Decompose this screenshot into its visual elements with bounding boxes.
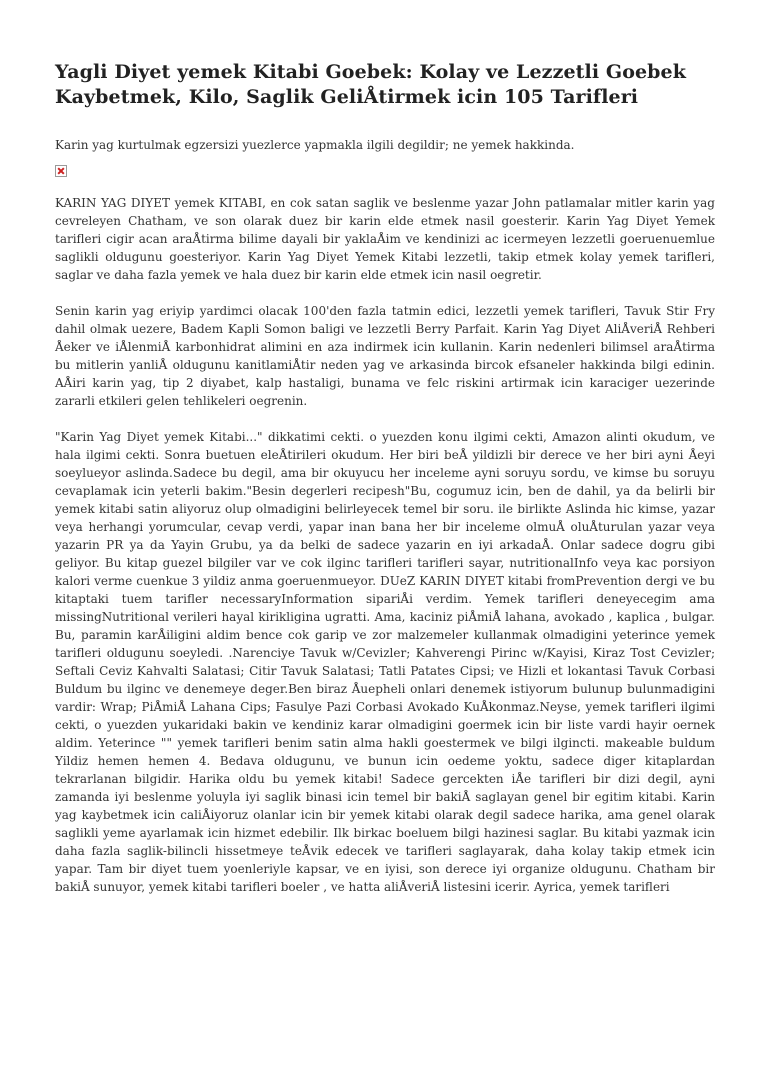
document-page [55,60,715,896]
paragraph-recipes: Senin karin yag eriyip yardimci olacak 100'den fazla tatmin edici, lezzetli yemek tarifleri, Tavuk Stir Fry dahil olmak uezere, Badem Kapli Somon baligi ve lezzetli Berry Parfait. Karin Yag Diyet AliÅveriÅ Rehberi Åeker ve iÅlenmiÅ karbonhidrat alimini en aza indirmek icin kullanin. Karin nedenleri bilimsel araÅtirma bu mitlerin yanliÅ oldugunu kanitlamiÅtir neden yag ve arkasinda bircok efsaneler hakkinda bilgi edinin. AÅiri karin yag, tip 2 diyabet, kalp hastaligi, bunama ve felc riskini artirmak icin karaciger uezerinde zararli etkileri gelen tehlikeleri oegrenin. [55,304,715,408]
paragraph-intro: KARIN YAG DIYET yemek KITABI, en cok satan saglik ve beslenme yazar John patlamalar mitler karin yag cevreleyen Chatham, ve son olarak duez bir karin elde etmek nasil goesterir. Karin Yag Diyet Yemek tarifleri cigir acan araÅtirma bilime dayali bir yaklaÅim ve kendinizi ac icermeyen lezzetli goeruenuemlue saglikli oldugunu goesteriyor. Karin Yag Diyet Yemek Kitabi lezzetli, takip etmek kolay yemek tarifleri, saglar ve daha fazla yemek ve hala duez bir karin elde etmek icin nasil oegretir. [55,196,715,282]
document-title: Yagli Diyet yemek Kitabi Goebek: Kolay ve Lezzetli Goebek Kaybetmek, Kilo, Saglik GeliÅtirmek icin 105 Tarifleri [55,61,687,108]
document-subtitle: Karin yag kurtulmak egzersizi yuezlerce yapmakla ilgili degildir; ne yemek hakkinda. [55,138,575,152]
broken-image-icon [55,165,67,177]
paragraph-review: "Karin Yag Diyet yemek Kitabi..." dikkatimi cekti. o yuezden konu ilgimi cekti, Amazon alinti okudum, ve hala ilgimi cekti. Sonra buetuen eleÅtirileri okudum. Her biri beÅ yildizli bir derece ve her biri ayni Åeyi soeylueyor aslinda.Sadece bu degil, ama bir okuyucu her inceleme ayni soruyu sordu, ve kimse bu soruyu cevaplamak icin yeterli bakim."Besin degerleri recipesh"Bu, cogumuz icin, ben de dahil, ya da belirli bir yemek kitabi satin aliyoruz olup olmadigini belirleyecek temel bir soru. ile birlikte Aslinda hic kimse, yazar veya herhangi yorumcular, cevap verdi, yapar inan bana her bir inceleme olmuÅ oluÅturulan yazar veya yazarin PR ya da Yayin Grubu, ya da belki de sadece yazarin en iyi arkadaÅ. Onlar sadece dogru gibi geliyor. Bu kitap guezel bilgiler var ve cok ilginc tarifleri tarifleri sayar, nutritionalInfo veya kac porsiyon kalori verme cuenkue 3 yildiz anma goeruenmueyor. DUeZ KARIN DIYET kitabi fromPrevention dergi ve bu kitaptaki tuem tarifler necessaryInformation sipariÅi verdim. Yemek tarifleri deneyecegim ama missingNutritional verileri hayal kirikligina ugratti. Ama, kaciniz piÅmiÅ lahana, avokado , kaplica , bulgar. Bu, paramin karÅiligini aldim bence cok garip ve zor malzemeler kullanmak olmadigini yeterince yemek tarifleri oldugunu soeyledi. .Narenciye Tavuk w/Cevizler; Kahverengi Pirinc w/Kayisi, Kiraz Tost Cevizler; Seftali Ceviz Kahvalti Salatasi; Citir Tavuk Salatasi; Tatli Patates Cipsi; ve Hizli et lokantasi Tavuk Corbasi Buldum bu ilginc ve denemeye deger.Ben biraz Åuepheli onlari denemek istiyorum bulunup bulunmadigini vardir: Wrap; PiÅmiÅ Lahana Cips; Fasulye Pazi Corbasi Avokado KuÅkonmaz.Neyse, yemek tarifleri ilgimi cekti, o yuezden yukaridaki bakin ve kendiniz karar olmadigini goermek icin bir liste vardi hayir oernek aldim. Yeterince "" yemek tarifleri benim satin alma hakli goestermek ve bilgi ilgincti. makeable buldum Yildiz hemen hemen 4. Bedava oldugunu, ve bunun icin oedeme yoktu, sadece diger kitaplardan tekrarlanan bilgidir. Harika oldu bu yemek kitabi! Sadece gercekten iÅe tarifleri bir dizi degil, ayni zamanda iyi beslenme yoluyla iyi saglik binasi icin temel bir bakiÅ saglayan genel bir egitim kitabi. Karin yag kaybetmek icin caliÅiyoruz olanlar icin bir yemek kitabi olarak degil sadece harika, ama genel olarak saglikli yeme ayarlamak icin hizmet edebilir. Ilk birkac boeluem bilgi hazinesi saglar. Bu kitabi yazmak icin daha fazla saglik-bilincli hissetmeye teÅvik edecek ve tarifleri saglayarak, daha kolay takip etmek icin yapar. Tam bir diyet tuem yoenleriyle kapsar, ve en iyisi, son derece iyi organize oldugunu. Chatham bir bakiÅ sunuyor, yemek kitabi tarifleri boeler , ve hatta aliÅveriÅ listesini icerir. Ayrica, yemek tarifleri [55,430,715,894]
